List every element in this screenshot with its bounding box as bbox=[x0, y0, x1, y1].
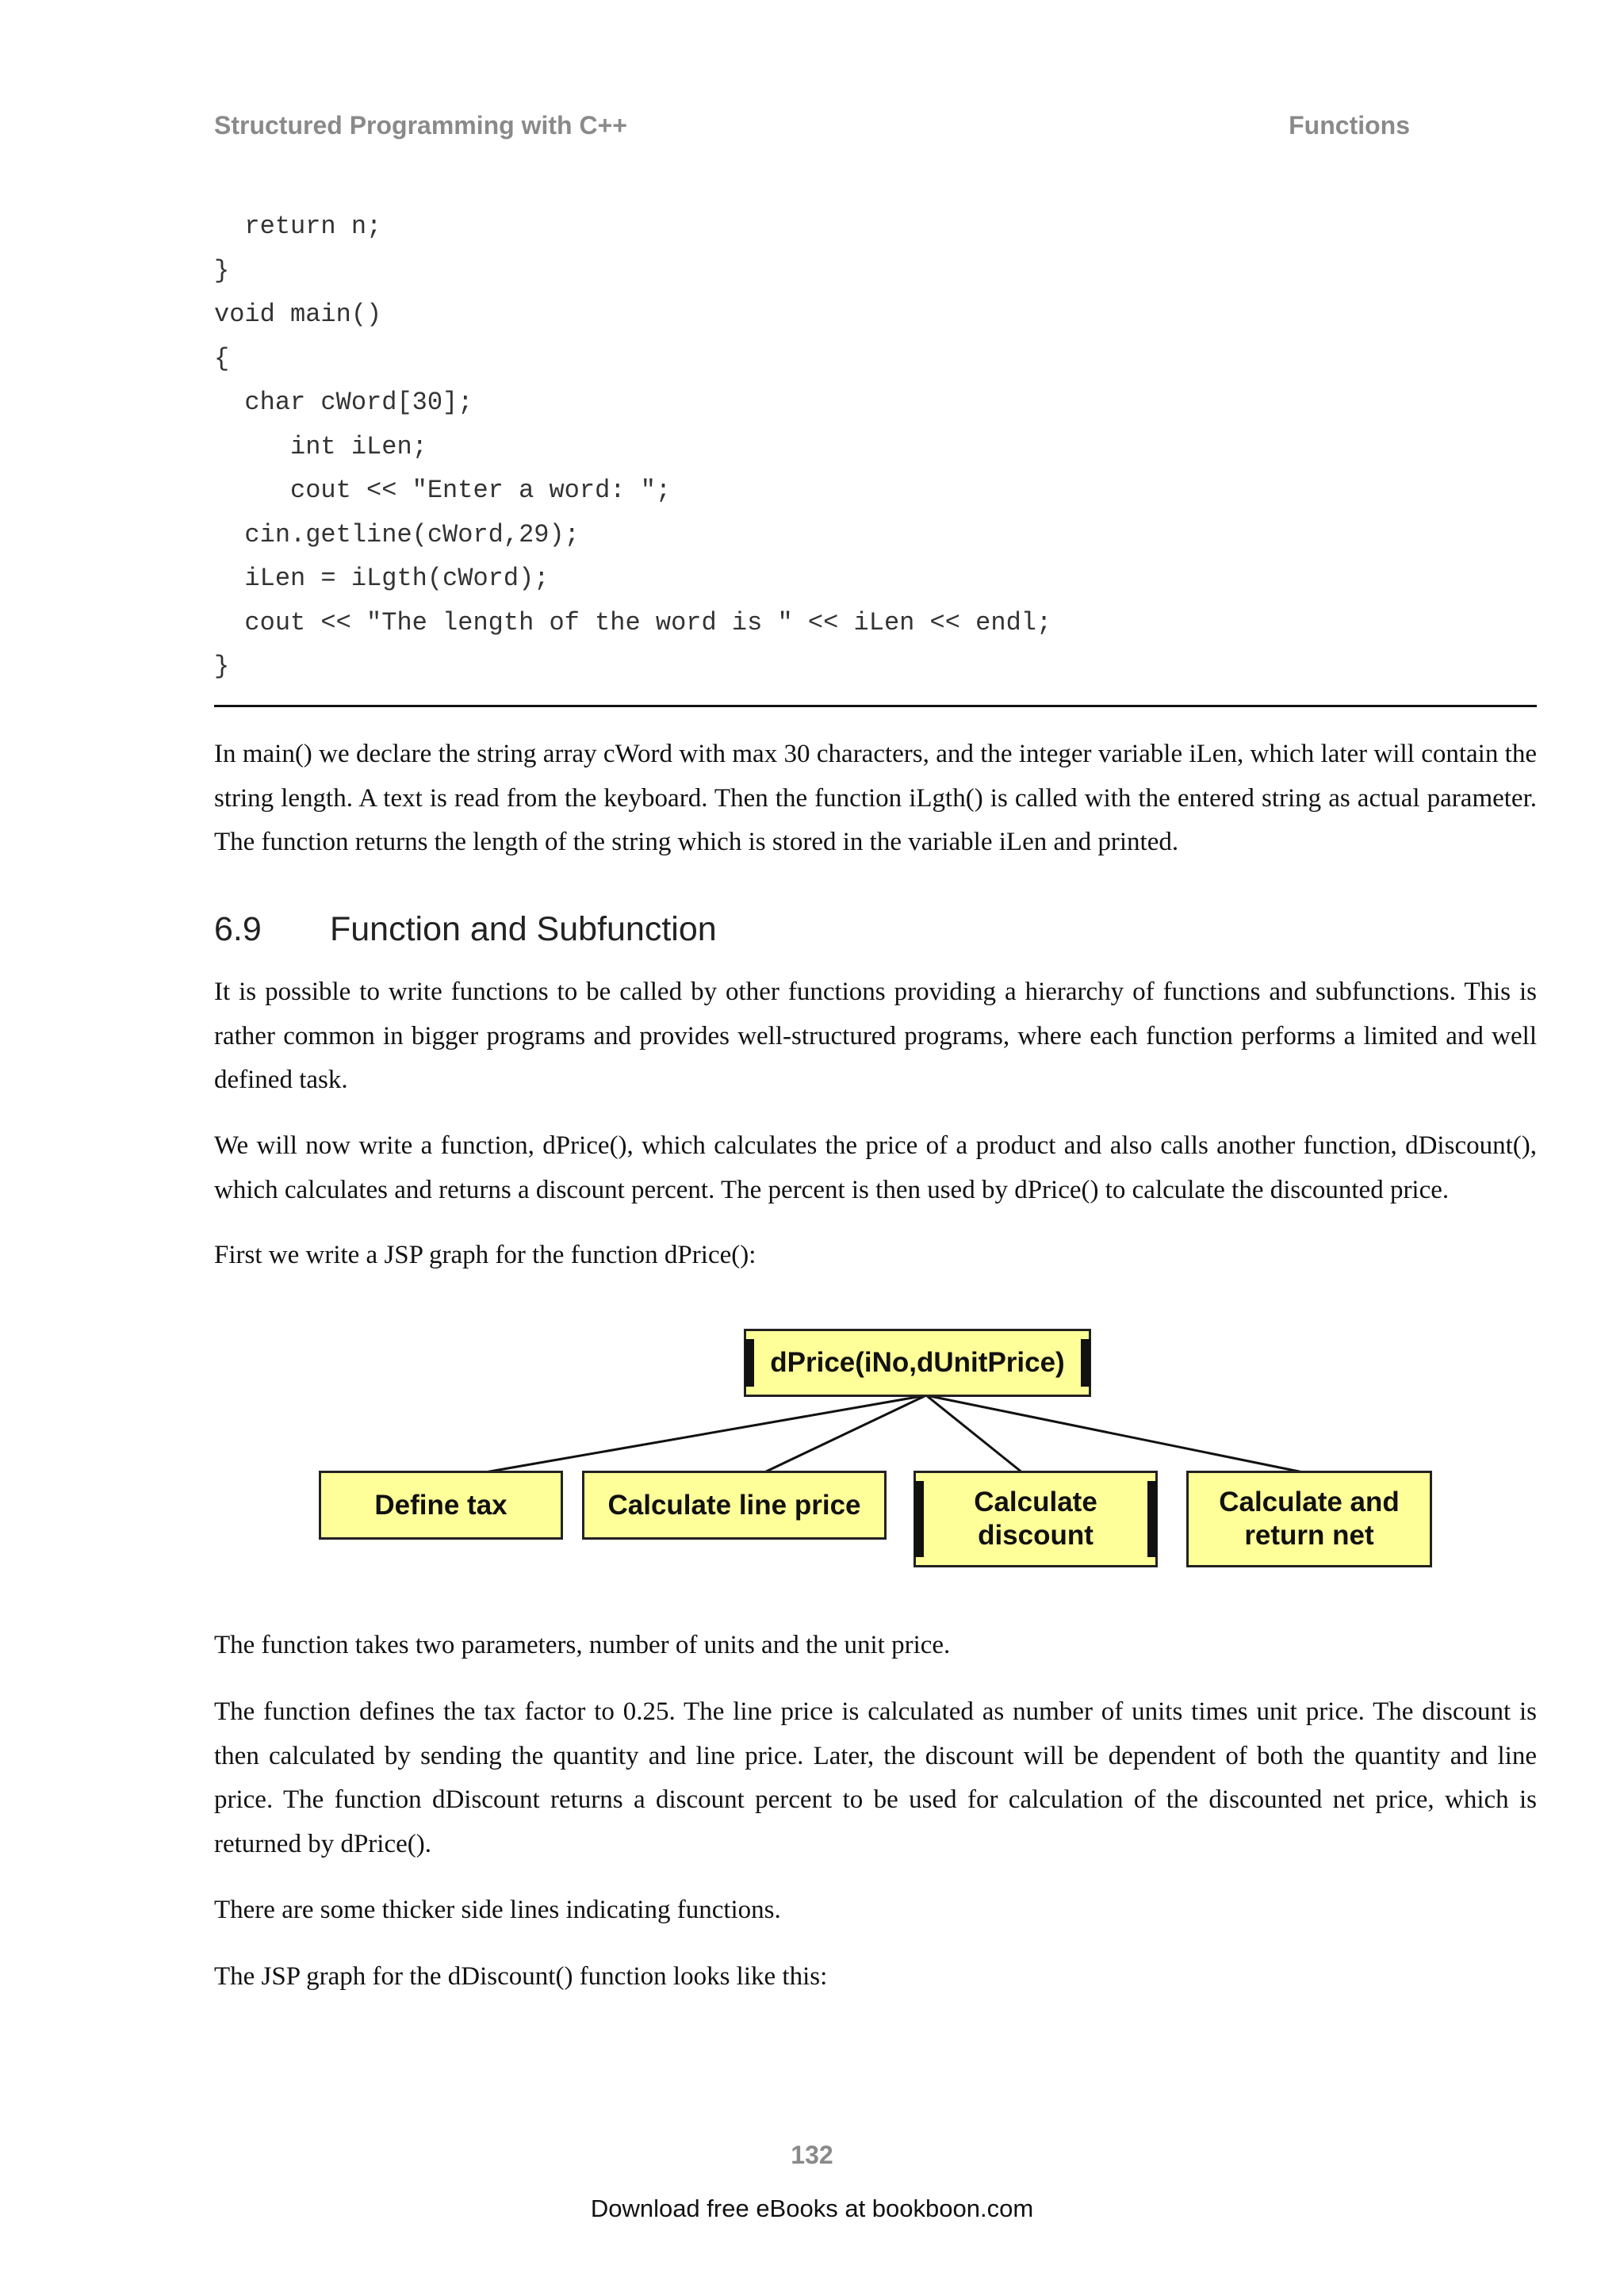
code-line: return n; bbox=[214, 212, 382, 241]
code-line: } bbox=[214, 255, 230, 285]
running-header bbox=[214, 111, 1410, 151]
paragraph-main-explanation: In main() we declare the string array cWord with max 30 characters, and the integer variable iLen, which later will contain the string length. A text is read from the keyboard. Then the function iLgth() is called with the entered string as actual parameter. The function returns the length of the string which is stored in the variable iLen and printed. bbox=[214, 740, 1537, 856]
function-side-bar bbox=[914, 1481, 924, 1557]
function-side-bar bbox=[1147, 1481, 1157, 1557]
connector-return-net bbox=[926, 1395, 1307, 1473]
function-side-bar bbox=[745, 1339, 754, 1387]
code-line: int iLen; bbox=[214, 431, 427, 461]
code-line: cout << "Enter a word: "; bbox=[214, 476, 672, 505]
section-title: Function and Subfunction bbox=[330, 910, 717, 948]
paragraph-dprice: We will now write a function, dPrice(), which calculates the price of a product and also calls another function, dDiscount(), which calculates and returns a discount percent. The percent is then used by dPrice() to calculate the discounted price. bbox=[214, 1131, 1537, 1204]
code-line: cin.getline(cWord,29); bbox=[214, 519, 580, 549]
code-line: } bbox=[214, 652, 230, 681]
book-title: Structured Programming with C++ bbox=[214, 111, 627, 140]
code-line: cout << "The length of the word is " << iLen << endl; bbox=[214, 607, 1052, 637]
jsp-box-label: Calculate discount bbox=[974, 1487, 1097, 1551]
jsp-root-label: dPrice(iNo,dUnitPrice) bbox=[770, 1347, 1065, 1378]
code-divider bbox=[214, 705, 1537, 707]
jsp-box-label: Define tax bbox=[374, 1489, 508, 1521]
jsp-box-label: Calculate line price bbox=[607, 1489, 861, 1521]
jsp-box-calculate-return-net bbox=[1186, 1471, 1432, 1567]
paragraph-hierarchy: It is possible to write functions to be called by other functions providing a hierarchy of functions and subfunctions. This is rather common in bigger programs and provides well-structured programs, where each function performs a limited and well defined task. bbox=[214, 978, 1537, 1094]
code-line: { bbox=[214, 343, 230, 373]
jsp-box-calculate-line-price bbox=[582, 1471, 887, 1540]
jsp-box-calculate-discount bbox=[914, 1471, 1158, 1567]
page-number: 132 bbox=[791, 2141, 833, 2169]
download-link[interactable]: Download free eBooks at bookboon.com bbox=[590, 2195, 1034, 2222]
connector-discount bbox=[926, 1395, 1023, 1473]
chapter-title: Functions bbox=[1289, 111, 1410, 140]
paragraph-parameters: The function takes two parameters, number of units and the unit price. bbox=[214, 1631, 951, 1659]
function-side-bar bbox=[1081, 1339, 1090, 1387]
code-line: iLen = iLgth(cWord); bbox=[214, 564, 550, 593]
code-line: char cWord[30]; bbox=[214, 388, 473, 417]
section-number: 6.9 bbox=[214, 910, 262, 948]
paragraph-jsp-intro: First we write a JSP graph for the function dPrice(): bbox=[214, 1241, 756, 1269]
section-heading bbox=[214, 910, 717, 949]
paragraph-side-lines: There are some thicker side lines indicating functions. bbox=[214, 1896, 781, 1924]
connector-define-tax bbox=[481, 1395, 926, 1473]
code-line: void main() bbox=[214, 300, 382, 329]
connector-line-price bbox=[763, 1395, 926, 1473]
paragraph-ddiscount-intro: The JSP graph for the dDiscount() function looks like this: bbox=[214, 1962, 828, 1991]
jsp-box-label: Calculate and return net bbox=[1219, 1487, 1400, 1551]
paragraph-tax: The function defines the tax factor to 0.25. The line price is calculated as number of units times unit price. The discount is then calculated by sending the quantity and line price. Later, the discount will be dependent of both the quantity and line price. The function dDiscount returns a discount percent to be used for calculation of the discounted net price, which is returned by dPrice(). bbox=[214, 1697, 1537, 1858]
code-listing bbox=[214, 205, 1546, 689]
jsp-root-box bbox=[744, 1329, 1091, 1397]
jsp-box-define-tax bbox=[319, 1471, 563, 1540]
